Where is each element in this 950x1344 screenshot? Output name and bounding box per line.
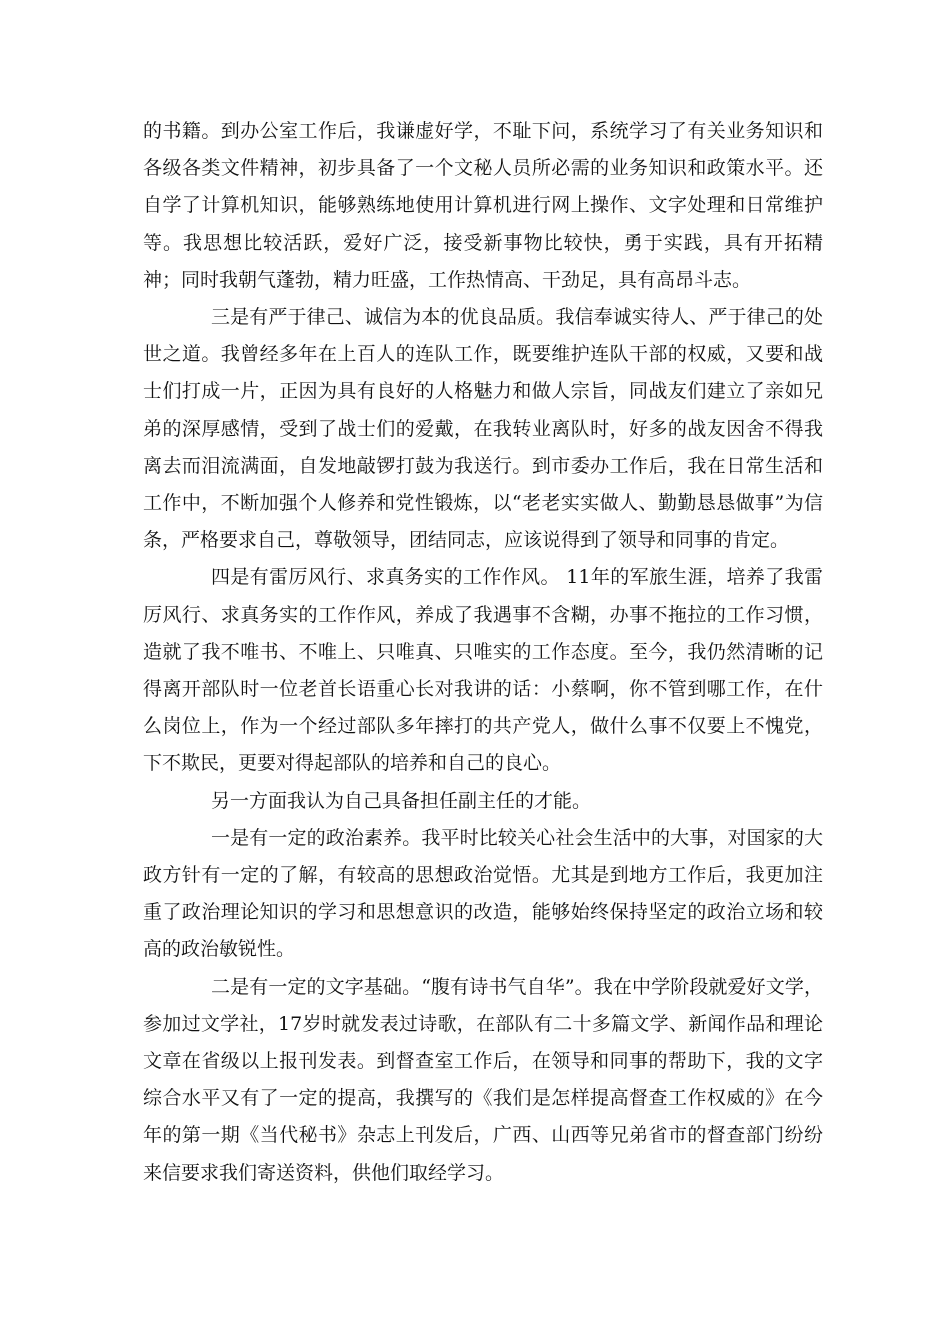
paragraph-integrity: 三是有严于律己、诚信为本的优良品质。我信奉诚实待人、严于律己的处世之道。我曾经多年在上百人的连队工作，既要维护连队干部的权威，又要和战士们打成一片，正因为具有良好的人格魅力和做人宗旨，同战友们建立了亲如兄弟的深厚感情，受到了战士们的爱戴，在我转业离队时，好多的战友因舍不得我离去而泪流满面，自发地敲锣打鼓为我送行。到市委办工作后，我在日常生活和工作中，不断加强个人修养和党性锻炼，以“老老实实做人、勤勤恳恳做事”为信条，严格要求自己，尊敬领导，团结同志，应该说得到了领导和同事的肯定。 xyxy=(143,306,823,552)
paragraph-transition: 另一方面我认为自己具备担任副主任的才能。 xyxy=(211,789,592,812)
paragraph-work-style: 四是有雷厉风行、求真务实的工作作风。 11年的军旅生涯，培养了我雷厉风行、求真务实的工作作风，养成了我遇事不含糊，办事不拖拉的工作习惯，造就了我不唯书、不唯上、只唯真、只唯实的工作态度。至今，我仍然清晰的记得离开部队时一位老首长语重心长对我讲的话：小蔡啊，你不管到哪工作，在什么岗位上，作为一个经过部队多年摔打的共产党人，做什么事不仅要上不愧党， 下不欺民，更要对得起部队的培养和自己的良心。 xyxy=(143,566,823,775)
paragraph-continuation: 的书籍。到办公室工作后，我谦虚好学，不耻下问，系统学习了有关业务知识和各级各类文件精神，初步具备了一个文秘人员所必需的业务知识和政策水平。还自学了计算机知识，能够熟练地使用计算机进行网上操作、文字处理和日常维护等。我思想比较活跃，爱好广泛，接受新事物比较快，勇于实践，具有开拓精神；同时我朝气蓬勃，精力旺盛，工作热情高、干劲足，具有高昂斗志。 xyxy=(143,120,823,291)
paragraph-political: 一是有一定的政治素养。我平时比较关心社会生活中的大事，对国家的大政方针有一定的了解，有较高的思想政治觉悟。尤其是到地方工作后，我更加注重了政治理论知识的学习和思想意识的改造，能够始终保持坚定的政治立场和较高的政治敏锐性。 xyxy=(143,826,823,961)
paragraph-writing: 二是有一定的文字基础。“腹有诗书气自华”。我在中学阶段就爱好文学，参加过文学社，17岁时就发表过诗歌，在部队有二十多篇文学、新闻作品和理论文章在省级以上报刊发表。到督查室工作后，在领导和同事的帮助下，我的文字综合水平又有了一定的提高，我撰写的《我们是怎样提高督查工作权威的》在今年的第一期《当代秘书》杂志上刊发后，广西、山西等兄弟省市的督查部门纷纷来信要求我们寄送资料，供他们取经学习。 xyxy=(143,975,823,1184)
document-body xyxy=(143,113,823,1192)
